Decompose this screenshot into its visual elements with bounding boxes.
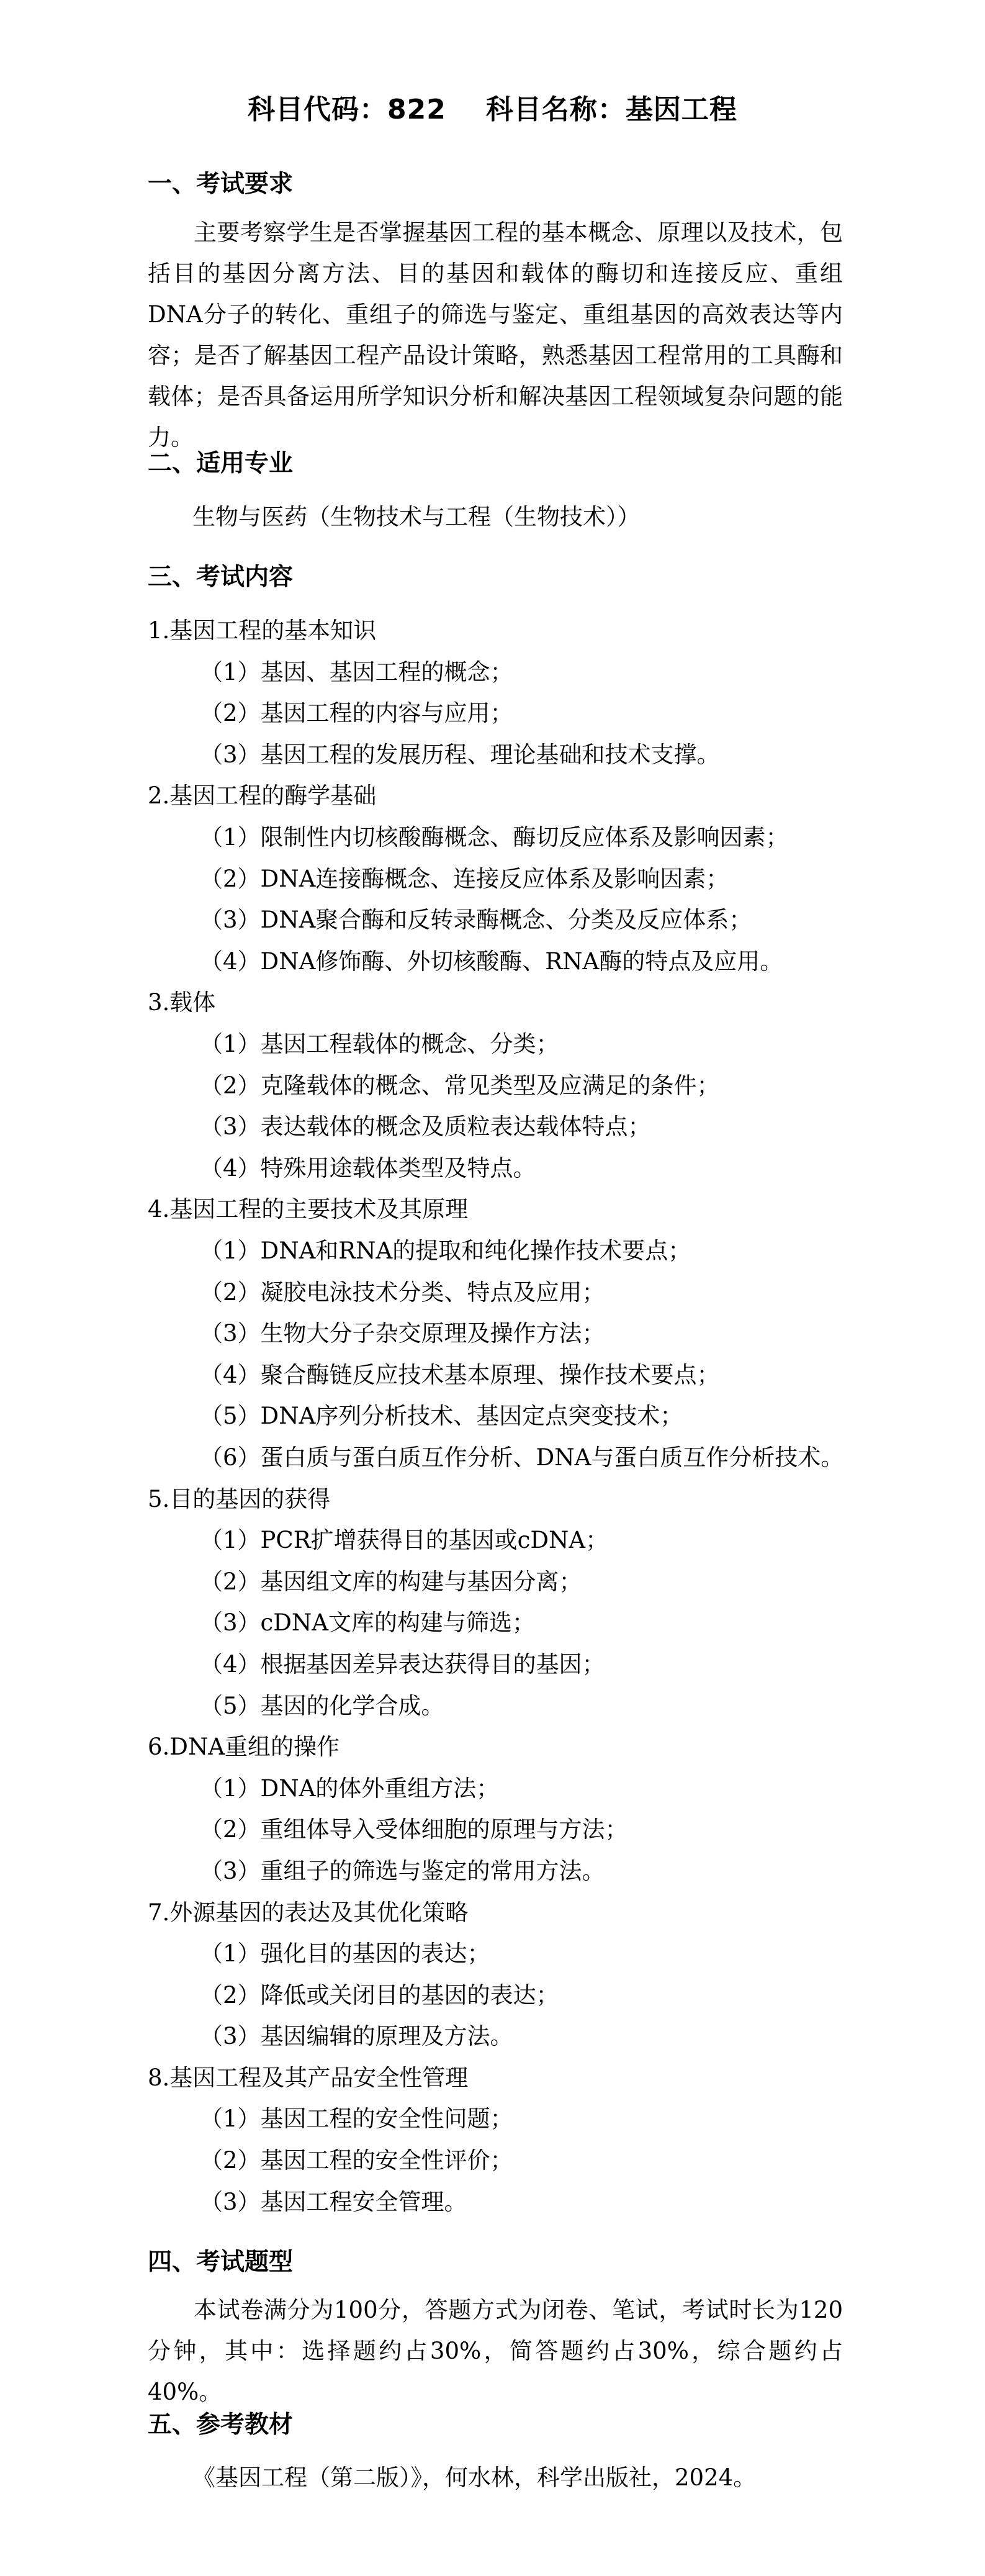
content-group-title: 5.目的基因的获得 [148,1486,331,1512]
content-item: （4）聚合酶链反应技术基本原理、操作技术要点； [200,1362,720,1388]
content-item: （5）基因的化学合成。 [200,1692,444,1719]
document-title [0,87,985,127]
content-item: （1）DNA的体外重组方法； [200,1775,500,1802]
content-item: （6）蛋白质与蛋白质互作分析、DNA与蛋白质互作分析技术。 [200,1444,844,1471]
content-item: （2）基因工程的安全性评价； [200,2147,513,2174]
content-item: （2）DNA连接酶概念、连接反应体系及影响因素； [200,865,729,892]
content-item: （3）基因工程的发展历程、理论基础和技术支撑。 [200,741,720,768]
content-group-title: 3.载体 [148,989,216,1016]
content-item: （5）DNA序列分析技术、基因定点突变技术； [200,1403,683,1429]
subject-name: 科目名称：基因工程 [485,94,737,125]
content-group-title: 4.基因工程的主要技术及其原理 [148,1196,469,1222]
content-item: （1）强化目的基因的表达； [200,1940,490,1967]
section-heading-format: 四、考试题型 [148,2248,294,2276]
content-item: （2）重组体导入受体细胞的原理与方法； [200,1816,628,1843]
content-item: （2）凝胶电泳技术分类、特点及应用； [200,1279,605,1306]
section-heading-majors: 二、适用专业 [148,450,294,477]
textbook-citation: 《基因工程（第二版）》，何水林，科学出版社，2024。 [192,2464,757,2491]
content-item: （1）基因工程的安全性问题； [200,2105,513,2132]
content-group-title: 2.基因工程的酶学基础 [148,782,377,809]
content-group-title: 7.外源基因的表达及其优化策略 [148,1899,469,1926]
content-item: （1）限制性内切核酸酶概念、酶切反应体系及影响因素； [200,824,789,851]
content-item: （2）克隆载体的概念、常见类型及应满足的条件； [200,1072,720,1099]
section-heading-textbook: 五、参考教材 [148,2411,294,2439]
content-group-title: 6.DNA重组的操作 [148,1733,340,1760]
content-item: （4）根据基因差异表达获得目的基因； [200,1651,605,1678]
content-item: （1）基因工程载体的概念、分类； [200,1031,559,1057]
content-item: （3）表达载体的概念及质粒表达载体特点； [200,1113,651,1140]
subject-code: 科目代码：822 [248,94,446,125]
content-item: （1）基因、基因工程的概念； [200,659,513,685]
majors-text: 生物与医药（生物技术与工程（生物技术）） [192,504,641,530]
content-group-title: 8.基因工程及其产品安全性管理 [148,2064,469,2091]
format-paragraph: 本试卷满分为100分，答题方式为闭卷、笔试，考试时长为120分钟，其中：选择题约占30%，简答题约占30%，综合题约占40%。 [148,2297,843,2405]
content-item: （3）生物大分子杂交原理及操作方法； [200,1320,605,1347]
content-item: （3）cDNA文库的构建与筛选； [200,1609,536,1636]
content-item: （4）特殊用途载体类型及特点。 [200,1155,536,1182]
content-item: （3）基因工程安全管理。 [200,2189,467,2215]
content-item: （2）降低或关闭目的基因的表达； [200,1982,559,2009]
content-item: （3）重组子的筛选与鉴定的常用方法。 [200,1858,605,1884]
content-item: （1）DNA和RNA的提取和纯化操作技术要点； [200,1237,691,1264]
section-heading-requirements: 一、考试要求 [148,170,294,198]
content-item: （4）DNA修饰酶、外切核酸酶、RNA酶的特点及应用。 [200,948,783,975]
section-heading-content: 三、考试内容 [148,563,294,591]
content-item: （3）DNA聚合酶和反转录酶概念、分类及反应体系； [200,906,752,933]
requirements-paragraph: 主要考察学生是否掌握基因工程的基本概念、原理以及技术，包括目的基因分离方法、目的基因和载体的酶切和连接反应、重组DNA分子的转化、重组子的筛选与鉴定、重组基因的高效表达等内容；是否了解基因工程产品设计策略，熟悉基因工程常用的工具酶和载体；是否具备运用所学知识分析和解决基因工程领域复杂问题的能力。 [148,219,843,451]
content-item: （3）基因编辑的原理及方法。 [200,2023,513,2050]
content-item: （1）PCR扩增获得目的基因或cDNA； [200,1527,609,1553]
content-item: （2）基因组文库的构建与基因分离； [200,1568,582,1595]
content-item: （2）基因工程的内容与应用； [200,700,513,726]
content-group-title: 1.基因工程的基本知识 [148,617,377,644]
